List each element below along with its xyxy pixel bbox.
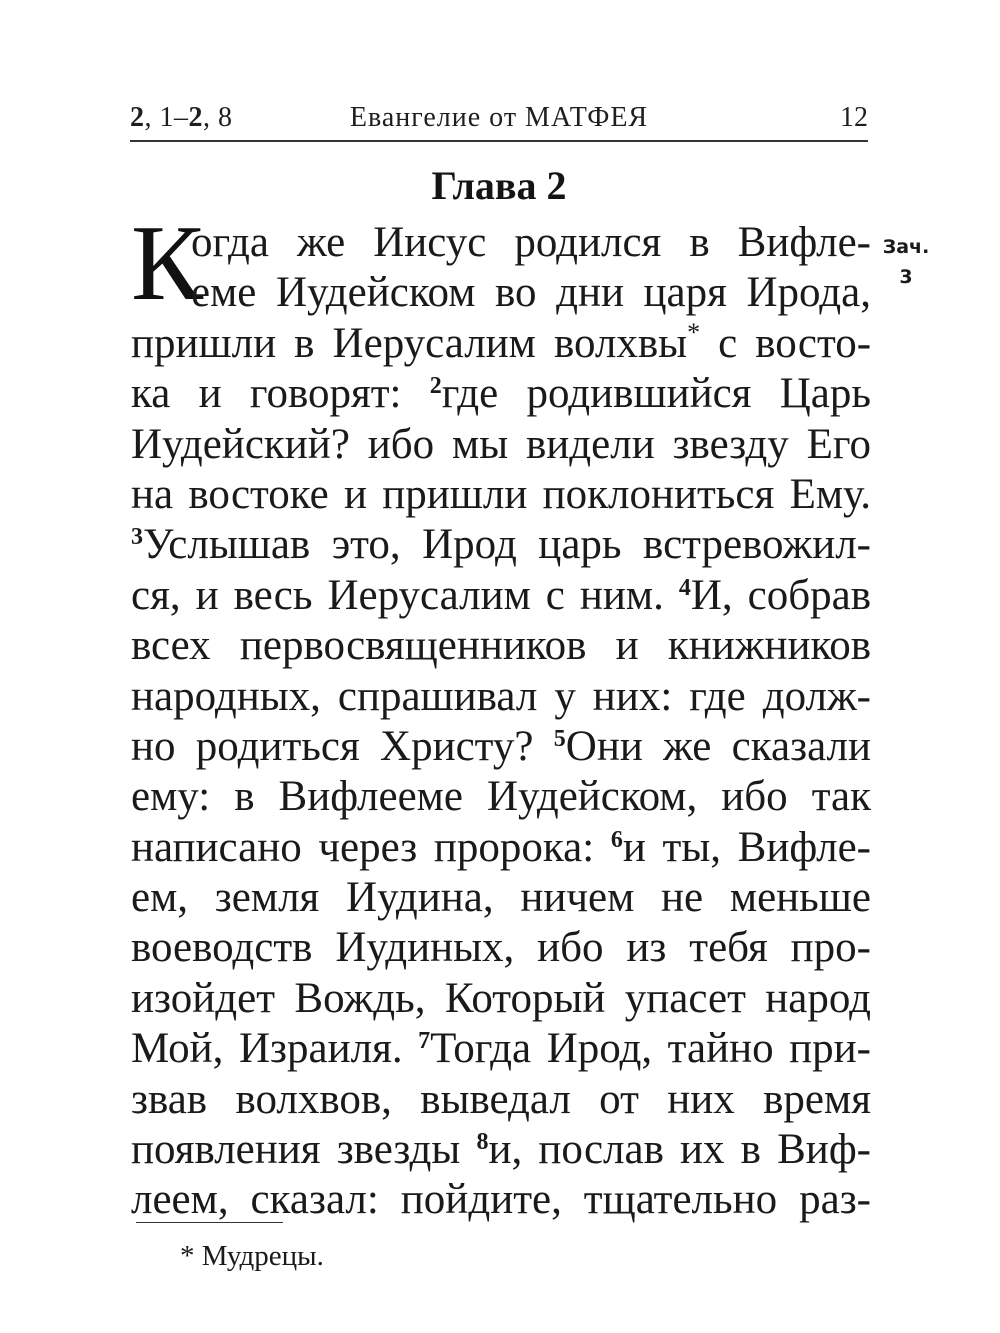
header-rule [130,140,868,142]
zachalo-label: Зач. [882,236,930,258]
page-number: 12 [840,102,868,133]
footnote-ref: * [687,317,701,347]
text-line: Мой, Израиля. $^7$Тогда Ирод, тайно при- [131,1025,871,1073]
text-line: ему: в Вифлееме Иудейском, ибо так [131,773,871,821]
text-line: написано через пророка: $^6$и ты, Вифле- [131,823,871,871]
text-line: народных, спрашивал у них: где долж- [131,672,871,720]
text-line: еме Иудейском во дни царя Ирода, [191,269,871,317]
verse-number: 2 [429,373,442,400]
chapter-title: Глава 2 [431,163,567,208]
zachalo-number: 3 [899,266,913,288]
verse-number: 3 [131,524,143,551]
verse-number: 6 [610,826,623,853]
verse-number: 7 [418,1028,431,1055]
running-head [130,98,868,138]
text-line: огда же Иисус родился в Вифле- [191,219,871,266]
text-line: $^3$Услышав это, Ирод царь встревожил- [131,521,871,569]
text-line: леем, сказал: пойдите, тщательно раз- [131,1176,871,1224]
text-line: на востоке и пришли поклониться Ему. [131,470,871,518]
footnote-rule [136,1222,283,1223]
text-line: ем, земля Иудина, ничем не меньше [131,874,871,922]
ref-chapter-end: 2 [188,102,203,133]
text-line: Иудейский? ибо мы видели звезду Его [131,420,871,468]
footnote [180,1236,324,1276]
ref-mid: , 1– [144,102,189,133]
verse-number: 4 [678,574,691,601]
chapter-text [131,218,871,1226]
verse-number: 5 [553,725,566,752]
footnote-marker: * [180,1240,195,1272]
verse-number: 8 [476,1129,489,1156]
text-line: всех первосвященников и книжников [131,622,871,670]
drop-cap: К [131,204,204,323]
text-line: пришли в Иерусалим волхвы* с восто- [131,317,872,367]
book-title: Евангелие от МАТФЕЯ [349,102,649,133]
text-line: но родиться Христу? $^5$Они же сказали [131,722,872,770]
footnote-text: Мудрецы. [201,1240,324,1272]
text-line: ка и говорят: $^2$где родившийся Царь [131,370,871,418]
text-line: ся, и весь Иерусалим с ним. $^4$И, собрав [131,571,872,619]
ref-chapter-start: 2 [130,102,145,133]
ref-end: , 8 [203,102,233,133]
text-line: изойдет Вождь, Который упасет народ [131,974,871,1022]
text-line: воеводств Иудиных, ибо из тебя про- [131,924,871,972]
zachalo-note [876,232,936,292]
text-line: появления звезды $^8$и, послав их в Виф- [131,1126,871,1174]
text-line: звав волхвов, выведал от них время [131,1075,871,1123]
